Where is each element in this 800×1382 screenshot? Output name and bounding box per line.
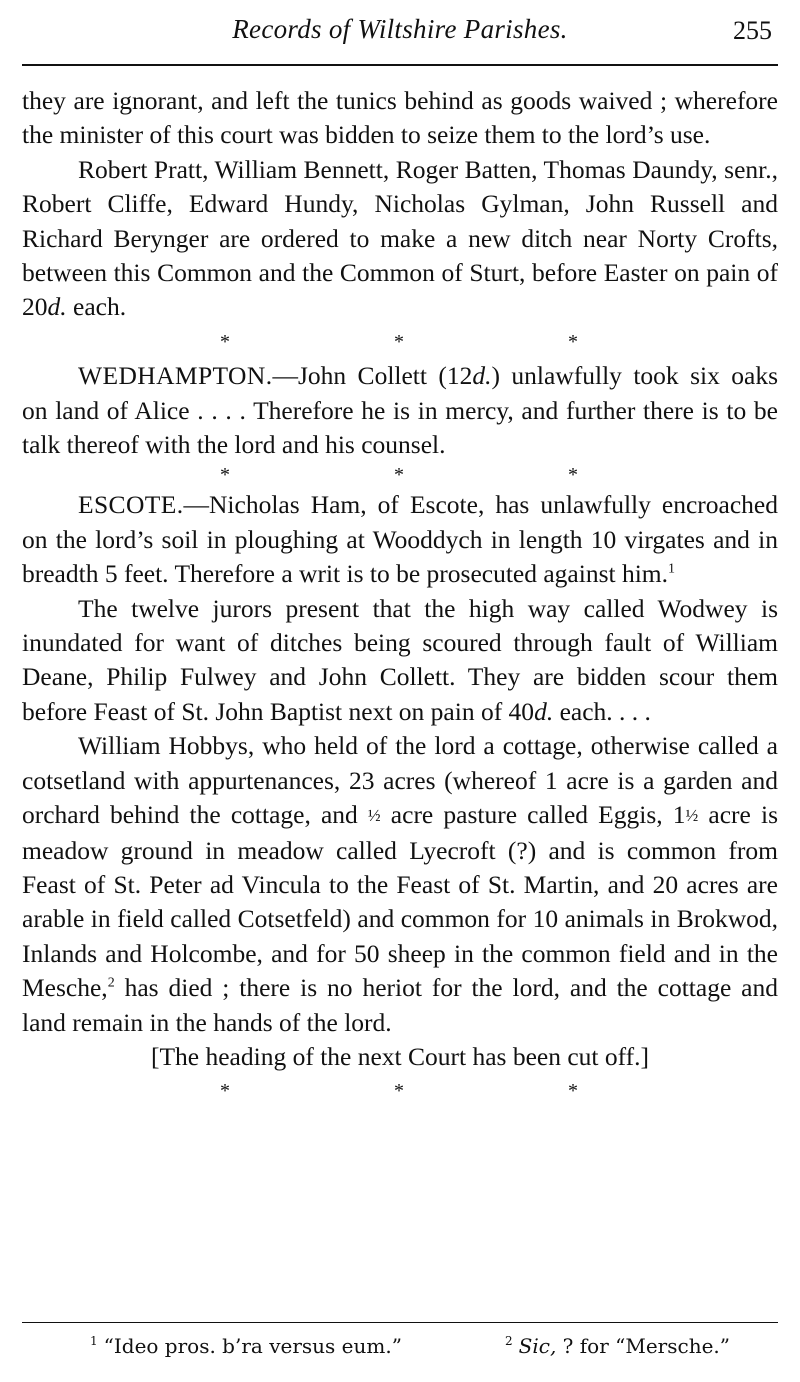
section-separator (22, 462, 778, 488)
pence-unit: d. (472, 361, 492, 391)
pence-unit: d. (47, 292, 67, 322)
page-header (22, 14, 778, 54)
paragraph-text: acre is meadow ground in meadow called Lyecroft (?) and is common from Feast of St. Peter ad Vincula to the Feast of St. Martin, and 20 acres are arable in field called Cotsetfeld) and common for 10 animals in Brokwod, Inlands and Holcombe, and for 50 sheep in the common field and in the Mesche, (22, 800, 778, 1003)
editorial-note: [The heading of the next Court has been cut off.] (150, 1041, 650, 1071)
section-separator (22, 1074, 778, 1108)
paragraph (22, 153, 778, 325)
section-separator (22, 325, 778, 359)
footnote (505, 1334, 730, 1358)
paragraph (22, 592, 778, 730)
paragraph-text: Robert Pratt, William Bennett, Roger Batten, Thomas Daundy, senr., Robert Cliffe, Edward Hundy, Nicholas Gylman, John Russell and Richard Berynger are ordered to make a new ditch near Norty Crofts, between this Common and the Common of Sturt, before Easter on pain of 20 (22, 154, 778, 322)
place-heading: WEDHAMPTON. (78, 361, 273, 391)
paragraph-text: each. (66, 292, 127, 322)
paragraph-text: ) unlawfully took six oaks on land of Alice . . . . Therefore he is in mercy, and further there is to be talk thereof with the lord and his counsel. (22, 361, 778, 460)
separator-star: * (568, 1080, 578, 1103)
fraction: ½ (685, 806, 699, 826)
separator-star: * (394, 1080, 404, 1103)
running-title: Records of Wiltshire Parishes. (232, 14, 568, 44)
paragraph (22, 729, 778, 1040)
paragraph (22, 359, 778, 462)
footnote-rule (22, 1322, 778, 1323)
paragraph-text: William Hobbys, who held of the lord a cottage, otherwise called a cotsetland with appurtenances, 23 acres (whereof 1 acre is a garden and orchard behind the cottage, and (22, 731, 778, 830)
footnote-italic: Sic, (518, 1334, 557, 1358)
paragraph-text: has died ; there is no heriot for the lord, and the cottage and land remain in the hands of the lord. (22, 973, 778, 1037)
fraction: ½ (367, 806, 381, 826)
page-number: 255 (733, 16, 772, 45)
paragraph-text: —Nicholas Ham, of Escote, has unlawfully encroached on the lord’s soil in ploughing at Wooddych in length 10 virgates and in breadth 5 feet. Therefore a writ is to be prosecuted against him. (22, 490, 778, 589)
paragraph-text: each. . . . (553, 696, 651, 726)
separator-star: * (220, 1080, 230, 1103)
footnotes (90, 1334, 730, 1358)
paragraph: they are ignorant, and left the tunics behind as goods waived ; wherefore the minister of this court was bidden to seize them to the lord’s use. (22, 86, 778, 150)
separator-star: * (394, 464, 404, 487)
place-heading: ESCOTE. (78, 490, 184, 520)
paragraph-text: The twelve jurors present that the high way called Wodwey is inundated for want of ditches being scoured through fault of William Deane, Philip Fulwey and John Collett. They are bidden scour them before Feast of St. John Baptist next on pain of 40 (22, 593, 778, 726)
paragraph (22, 488, 778, 591)
separator-star: * (220, 330, 230, 353)
separator-star: * (568, 464, 578, 487)
separator-star: * (568, 330, 578, 353)
footnote-ref: 1 (668, 561, 676, 577)
footnote-text: ? for “Mersche.” (556, 1334, 730, 1358)
footnote-number: 1 (90, 1334, 98, 1349)
footnote (90, 1334, 402, 1358)
footnote-text: “Ideo pros. b’ra versus eum.” (103, 1334, 402, 1358)
paragraph-text: —John Collett (12 (272, 361, 473, 391)
header-rule (22, 64, 778, 66)
body-text (22, 84, 778, 1109)
pence-unit: d. (534, 696, 554, 726)
separator-star: * (394, 330, 404, 353)
separator-star: * (220, 464, 230, 487)
paragraph-text: acre pasture called Eggis, 1 (380, 800, 686, 830)
footnote-ref: 2 (107, 975, 115, 991)
footnote-number: 2 (505, 1334, 513, 1349)
